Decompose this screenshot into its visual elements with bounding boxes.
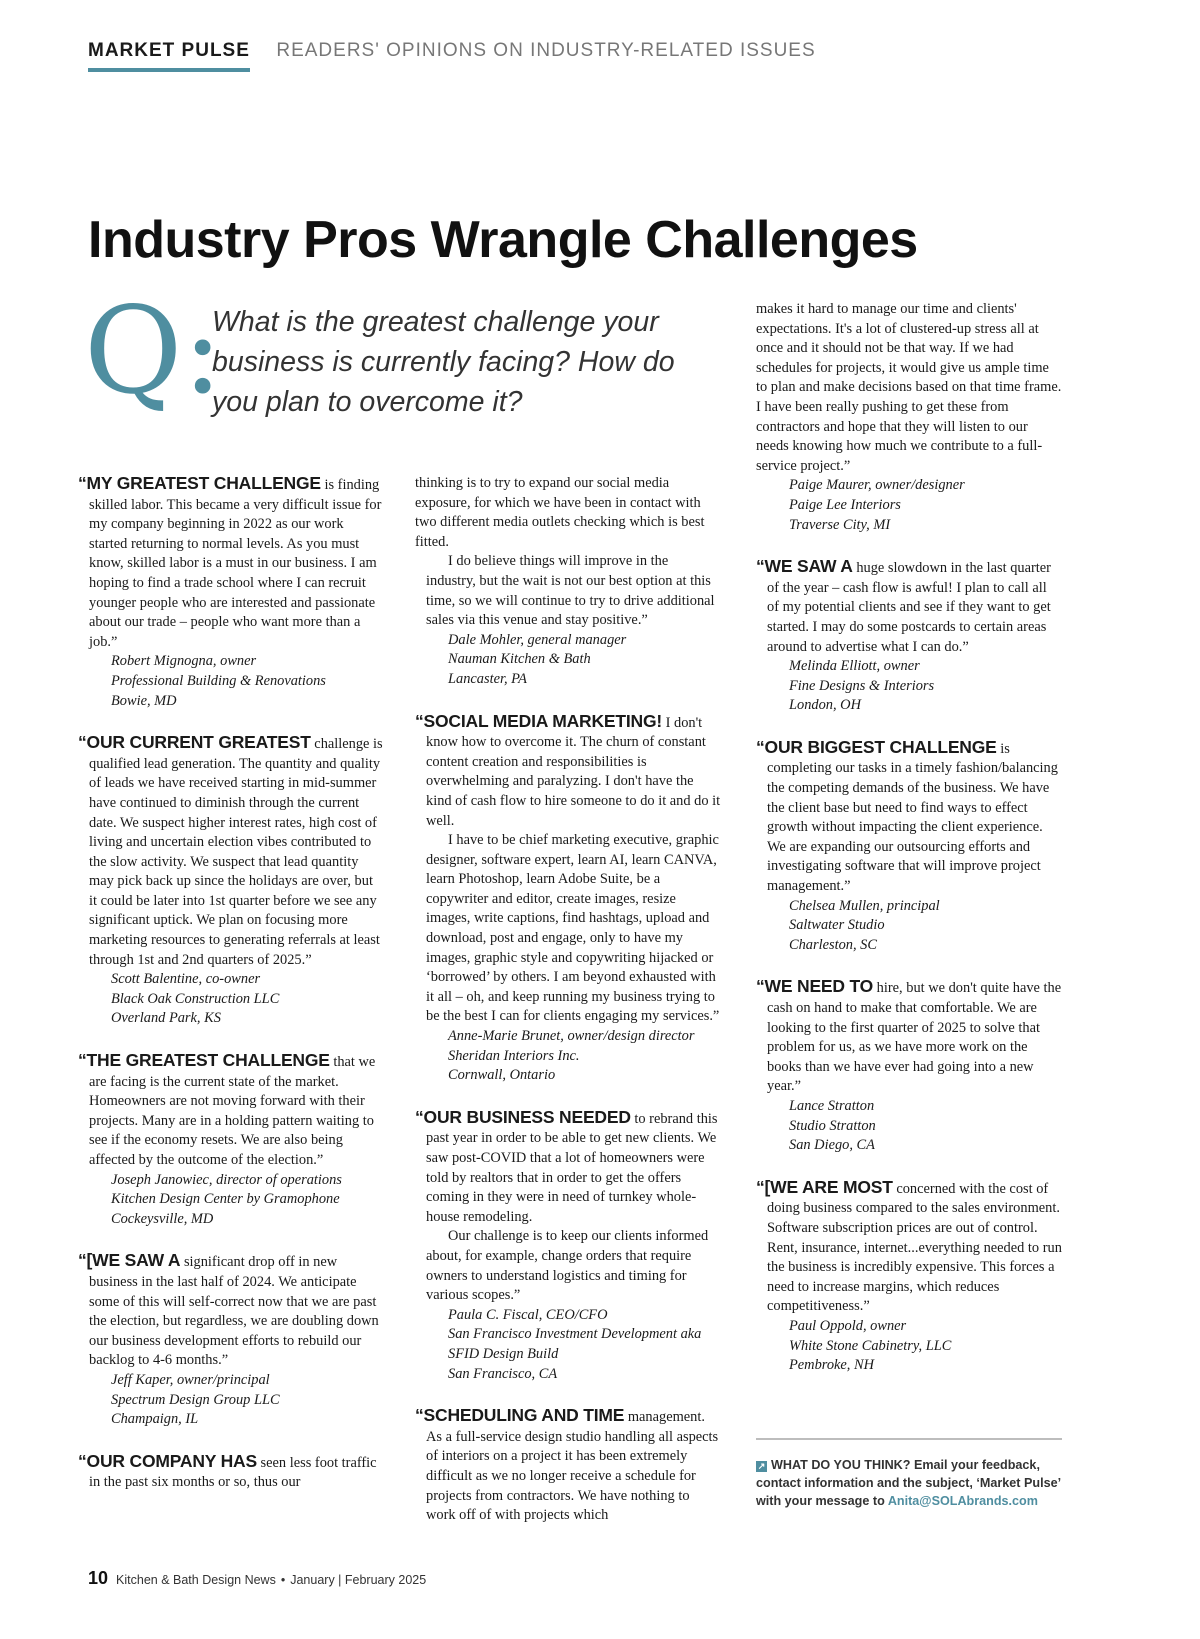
response-entry: [756, 977, 1062, 1155]
section-label: MARKET PULSE: [88, 40, 250, 61]
byline: [756, 476, 1062, 535]
response-entry: [415, 474, 721, 690]
byline-company: Nauman Kitchen & Bath: [448, 651, 591, 668]
response-text: is completing our tasks in a timely fashion/balancing the competing demands of the business. We have the client base but need to find ways to effect growth without impacting the client experience. We are expanding our outsourcing efforts and investigating software that will improve project management.”: [767, 740, 1058, 895]
response-entry: [756, 1178, 1062, 1376]
byline: [78, 1371, 384, 1430]
response-text: management. As a full-service design studio handling all aspects of interiors on a project it has been extremely difficult as we no longer receive a schedule for projects from contractors. We have nothing to work off of with projects which: [426, 1409, 719, 1524]
response-entry: [756, 557, 1062, 716]
question-mark-glyph: Q:: [84, 282, 223, 421]
issue-date: January | February 2025: [290, 1573, 427, 1587]
response-text: seen less foot traffic in the past six months or so, thus our: [89, 1454, 377, 1491]
article-column-1: [78, 474, 384, 1515]
byline-location: Overland Park, KS: [111, 1010, 221, 1027]
byline-company: Saltwater Studio: [789, 917, 885, 934]
article-column-3: [756, 300, 1062, 1398]
byline-company: Sheridan Interiors Inc.: [448, 1047, 580, 1064]
response-text: Our challenge is to keep our clients informed about, for example, change orders that require owners to understand logistics and timing for various scopes.”: [426, 1228, 709, 1304]
response-text: challenge is qualified lead generation. The quantity and quality of leads we have received starting in mid-summer have continued to diminish through the current date. We suspect higher interest rates, high cost of living and uncertain election vibes contributed to the slow activity. We suspect that lead quantity may pick back up since the holidays are over, but it could be later into 1st quarter before we see any significant uptick. We plan on focusing more marketing resources to generating referrals at least through 1st and 2nd quarters of 2025.”: [89, 736, 383, 968]
byline: [78, 652, 384, 711]
response-text: concerned with the cost of doing business compared to the sales environment. Software subscription prices are out of control. Rent, insurance, internet...everything needed to run the business is incredibly expensive. This forces a need to increase margins, which reduces competitiveness.”: [767, 1180, 1062, 1315]
byline-name: Robert Mignogna, owner: [111, 653, 257, 670]
byline: [756, 657, 1062, 716]
response-entry: [78, 1051, 384, 1229]
response-lead: “THE GREATEST CHALLENGE: [78, 1050, 330, 1071]
byline-company: San Francisco Investment Development aka: [448, 1326, 702, 1343]
arrow-icon: ↗: [757, 1461, 766, 1471]
article-column-2: [415, 474, 721, 1548]
byline: [415, 1027, 721, 1086]
byline-company: Paige Lee Interiors: [789, 496, 901, 513]
byline-location: San Francisco, CA: [448, 1365, 558, 1382]
byline: [78, 970, 384, 1029]
byline-name: Jeff Kaper, owner/principal: [111, 1371, 270, 1388]
response-lead: “SCHEDULING AND TIME: [415, 1405, 625, 1426]
page-header: [88, 40, 816, 62]
response-entry: [756, 738, 1062, 956]
callout-text: WHAT DO YOU THINK? Email your feedback, contact information and the subject, ‘Market Pulse’ with your message to: [756, 1458, 1061, 1508]
byline-name: Anne-Marie Brunet, owner/design director: [448, 1028, 695, 1045]
response-lead: “WE SAW A: [756, 556, 853, 577]
response-lead: “[WE SAW A: [78, 1250, 181, 1271]
response-lead: “OUR CURRENT GREATEST: [78, 732, 311, 753]
byline-company: Black Oak Construction LLC: [111, 990, 280, 1007]
response-text: is finding skilled labor. This became a very difficult issue for my company beginning in 2022 as our work started returning to normal levels. As you must know, skilled labor is a must in our business. I am hoping to find a trade school where I can recruit younger people who are interested and passionate about our trade – people who want more than a job.”: [89, 477, 382, 650]
byline: [415, 631, 721, 690]
byline-company: Professional Building & Renovations: [111, 672, 326, 689]
response-text: thinking is to try to expand our social media exposure, for which we have been in contact with two different media outlets checking which is best fitted.: [415, 475, 705, 550]
response-text: to rebrand this past year in order to be able to get new clients. We saw post-COVID that a lot of homeowners were told by realtors that in order to get the offers coming in they were in need of turnkey whole-house remodeling.: [426, 1110, 718, 1225]
byline-location: San Diego, CA: [789, 1137, 875, 1154]
response-entry: [756, 300, 1062, 535]
byline-name: Melinda Elliott, owner: [789, 658, 920, 675]
footer-separator: •: [280, 1573, 286, 1587]
response-text: I have to be chief marketing executive, graphic designer, software expert, learn AI, learn CANVA, learn Photoshop, learn Adobe Suite, be a copywriter and editor, create images, resize images, write captions, find hashtags, upload and download, post and engage, only to have my images, graphic style and copywriting hijacked or ‘borrowed’ by others. I am beyond exhausted with it all – oh, and keep running my business trying to be the best I can for clients engaging my services.”: [426, 832, 720, 1025]
response-entry: [78, 1251, 384, 1429]
byline-name: Paige Maurer, owner/designer: [789, 477, 965, 494]
response-lead: “OUR BIGGEST CHALLENGE: [756, 736, 997, 757]
byline: [415, 1306, 721, 1384]
response-text: significant drop off in new business in the last half of 2024. We anticipate some of this will self-correct now that we are past the election, but regardless, we are doubling down our business development efforts to rebuild our backlog to 4-6 months.”: [89, 1254, 379, 1369]
response-lead: “OUR COMPANY HAS: [78, 1450, 257, 1471]
publication-name: Kitchen & Bath Design News: [116, 1573, 276, 1587]
response-text: I don't know how to overcome it. The churn of constant content creation and responsibilities is overwhelming and paralyzing. I don't have the kind of cash flow to hire someone to do it and do it well.: [426, 714, 721, 829]
page-footer: [88, 1568, 426, 1589]
response-entry: [415, 1406, 721, 1526]
byline-location: Champaign, IL: [111, 1411, 199, 1428]
byline-name: Scott Balentine, co-owner: [111, 971, 261, 988]
response-text: that we are facing is the current state of the market. Homeowners are not moving forward with their projects. Many are in a holding pattern waiting to see if the economy resets. We are also being affected by the outcome of the election.”: [89, 1054, 376, 1168]
response-lead: “MY GREATEST CHALLENGE: [78, 473, 321, 493]
email-link[interactable]: Anita@SOLAbrands.com: [887, 1494, 1038, 1508]
response-entry: [78, 733, 384, 1029]
byline-location: Bowie, MD: [111, 692, 177, 709]
feedback-callout: [756, 1438, 1062, 1510]
byline-location: London, OH: [789, 697, 861, 714]
response-lead: “OUR BUSINESS NEEDED: [415, 1106, 631, 1127]
byline-name: Chelsea Mullen, principal: [789, 897, 940, 914]
byline-company: Spectrum Design Group LLC: [111, 1391, 280, 1408]
byline-company: Kitchen Design Center by Gramophone: [111, 1191, 340, 1208]
article-headline: Industry Pros Wrangle Challenges: [88, 211, 918, 269]
response-entry: [415, 712, 721, 1086]
byline-company: Studio Stratton: [789, 1117, 876, 1134]
response-text: hire, but we don't quite have the cash on hand to make that comfortable. We are looking to the first quarter of 2025 to solve that problem for us, as we have more work on the books than we have ever had going into a new year.”: [767, 980, 1062, 1095]
byline-location: Lancaster, PA: [448, 670, 527, 687]
response-lead: “SOCIAL MEDIA MARKETING!: [415, 710, 663, 731]
byline-name: Paul Oppold, owner: [789, 1317, 907, 1334]
byline-name: Joseph Janowiec, director of operations: [111, 1171, 342, 1188]
byline-company: White Stone Cabinetry, LLC: [789, 1337, 952, 1354]
byline-company: Fine Designs & Interiors: [789, 677, 935, 694]
byline-location: Cornwall, Ontario: [448, 1067, 556, 1084]
response-text: I do believe things will improve in the industry, but the wait is not our best option at this time, so we will continue to try to drive additional sales via this venue and stay positive.”: [426, 553, 715, 629]
byline-company: SFID Design Build: [448, 1345, 559, 1362]
question-text: What is the greatest challenge your business is currently facing? How do you plan to overcome it?: [212, 306, 675, 418]
byline-name: Paula C. Fiscal, CEO/CFO: [448, 1306, 608, 1323]
response-entry: [78, 1452, 384, 1493]
byline: [756, 1317, 1062, 1376]
page-number: 10: [88, 1568, 109, 1588]
response-lead: “[WE ARE MOST: [756, 1176, 893, 1197]
section-subtitle: READERS' OPINIONS ON INDUSTRY-RELATED ISSUES: [276, 40, 816, 61]
byline-location: Cockeysville, MD: [111, 1210, 214, 1227]
response-text: makes it hard to manage our time and clients' expectations. It's a lot of clustered-up stress all at once and it should not be that way. If we had schedules for projects, it would give us ample time to plan and make decisions based on that time frame. I have been really pushing to get these from contractors and hope that they will listen to our needs knowing how much we contribute to a full-service project.”: [756, 301, 1062, 474]
byline-location: Pembroke, NH: [789, 1357, 874, 1374]
byline-name: Lance Stratton: [789, 1097, 875, 1114]
response-entry: [78, 474, 384, 711]
response-entry: [415, 1108, 721, 1384]
byline: [756, 897, 1062, 956]
response-lead: “WE NEED TO: [756, 976, 874, 997]
byline-name: Dale Mohler, general manager: [448, 631, 627, 648]
byline: [756, 1097, 1062, 1156]
byline-location: Traverse City, MI: [789, 516, 891, 533]
byline: [78, 1171, 384, 1230]
response-text: huge slowdown in the last quarter of the year – cash flow is awful! I plan to call all of my potential clients and see if they want to get started. I may do some postcards to certain areas around to advertise what I can do.”: [767, 560, 1051, 655]
byline-location: Charleston, SC: [789, 936, 877, 953]
